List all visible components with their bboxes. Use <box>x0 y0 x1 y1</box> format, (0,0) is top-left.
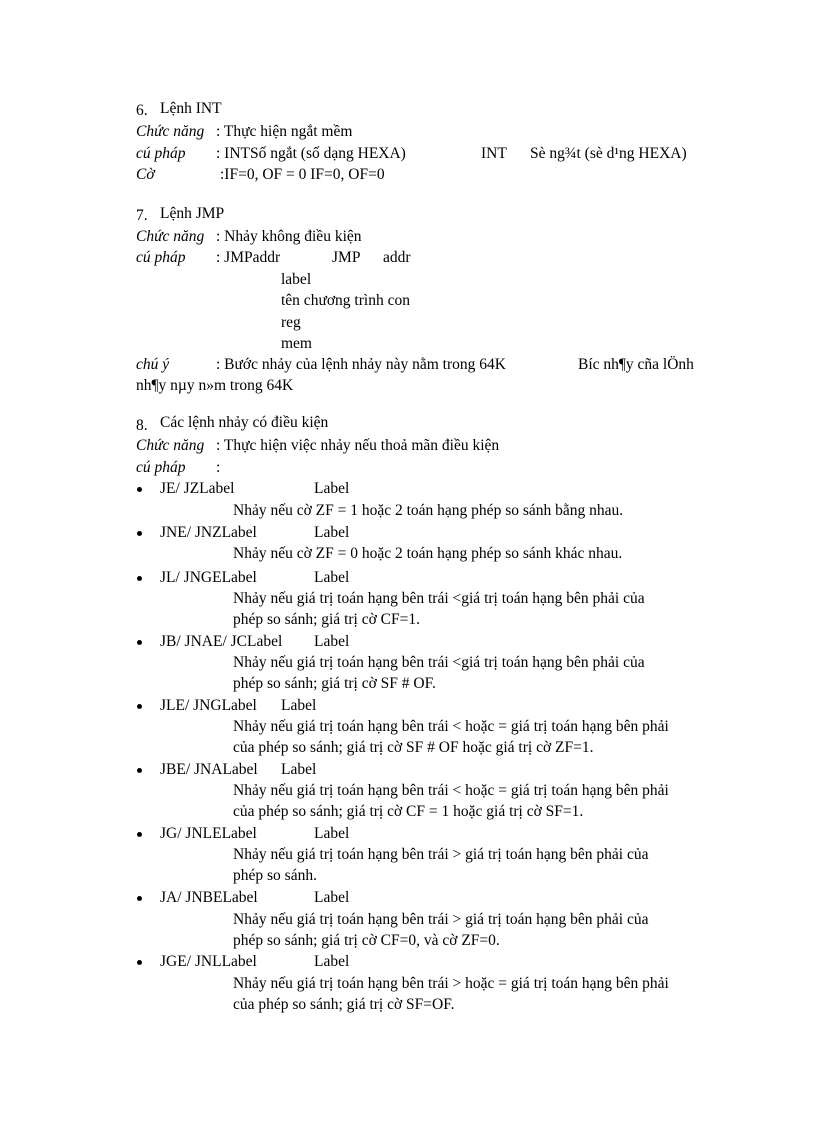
list-item-label: Label <box>314 953 350 970</box>
list-item-command: JA/ JNBELabel <box>160 889 258 906</box>
list-item-label: Label <box>281 761 317 778</box>
section-8-function-text: : Thực hiện việc nhảy nếu thoả mãn điều kiện <box>216 437 500 454</box>
bullet-icon <box>137 832 142 837</box>
section-7-function-text: : Nhảy không điều kiện <box>216 228 362 245</box>
list-item-command: JB/ JNAE/ JCLabel <box>160 633 283 650</box>
list-item-command: JE/ JZLabel <box>160 480 235 497</box>
list-item-description: Nhảy nếu giá trị toán hạng bên trái > hoặc = giá trị toán hạng bên phải <box>233 975 669 992</box>
section-6-syntax-garbled-text: Sè ng¾t (sè d¹ng HEXA) <box>530 145 687 162</box>
section-7-syntax-label: cú pháp <box>136 249 186 266</box>
bullet-icon <box>137 768 142 773</box>
section-8-title: Các lệnh nhảy có điều kiện <box>160 414 329 431</box>
list-item-description: Nhảy nếu giá trị toán hạng bên trái < hoặc = giá trị toán hạng bên phải <box>233 718 669 735</box>
operand-subroutine: tên chương trình con <box>281 292 410 309</box>
list-item-command: JGE/ JNLLabel <box>160 953 257 970</box>
section-6-function-label: Chức năng <box>136 123 205 140</box>
section-7-note-text: : Bước nhảy của lệnh nhảy này nằm trong 64K <box>216 356 506 373</box>
list-item-description: Nhảy nếu giá trị toán hạng bên trái > giá trị toán hạng bên phải của <box>233 911 649 928</box>
section-6-flag-text: :IF=0, OF = 0 IF=0, OF=0 <box>220 166 385 183</box>
section-7-function-label: Chức năng <box>136 228 205 245</box>
list-item-description: phép so sánh. <box>233 867 317 884</box>
list-item-label: Label <box>314 889 350 906</box>
section-6-function-text: : Thực hiện ngắt mềm <box>216 123 353 140</box>
bullet-icon <box>137 576 142 581</box>
list-item-description: của phép so sánh; giá trị cờ CF = 1 hoặc giá trị cờ SF=1. <box>233 803 584 820</box>
list-item-label: Label <box>314 480 350 497</box>
section-7-note-garbled-1: Bíc nh¶y cña lÖnh <box>578 356 694 373</box>
bullet-icon <box>137 640 142 645</box>
list-item-command: JL/ JNGELabel <box>160 569 257 586</box>
list-item-command: JG/ JNLELabel <box>160 825 257 842</box>
section-7-syntax-text: : JMPaddr <box>216 249 281 266</box>
section-7-syntax-addr: addr <box>383 249 411 266</box>
section-6-syntax-garbled-cmd: INT <box>481 145 507 162</box>
list-item-description: Nhảy nếu giá trị toán hạng bên trái > giá trị toán hạng bên phải của <box>233 846 649 863</box>
section-7-note-label: chú ý <box>136 356 170 373</box>
section-7-number: 7. <box>136 207 148 224</box>
list-item-label: Label <box>281 697 317 714</box>
list-item-description: Nhảy nếu giá trị toán hạng bên trái <giá trị toán hạng bên phải của <box>233 654 645 671</box>
list-item-description: Nhảy nếu cờ ZF = 0 hoặc 2 toán hạng phép so sánh khác nhau. <box>233 545 623 562</box>
list-item-command: JLE/ JNGLabel <box>160 697 257 714</box>
list-item-label: Label <box>314 569 350 586</box>
section-8-number: 8. <box>136 417 148 434</box>
bullet-icon <box>137 704 142 709</box>
section-6-syntax-label: cú pháp <box>136 145 186 162</box>
list-item-description: phép so sánh; giá trị cờ CF=1. <box>233 611 420 628</box>
list-item-label: Label <box>314 633 350 650</box>
section-6-number: 6. <box>136 102 148 119</box>
list-item-description: phép so sánh; giá trị cờ CF=0, và cờ ZF=0. <box>233 932 500 949</box>
list-item-description: của phép so sánh; giá trị cờ SF # OF hoặc giá trị cờ ZF=1. <box>233 739 594 756</box>
list-item-description: Nhảy nếu giá trị toán hạng bên trái < hoặc = giá trị toán hạng bên phải <box>233 782 669 799</box>
section-7-title: Lệnh JMP <box>160 205 225 222</box>
bullet-icon <box>137 960 142 965</box>
bullet-icon <box>137 896 142 901</box>
section-7-syntax-cmd: JMP <box>332 249 361 266</box>
bullet-icon <box>137 531 142 536</box>
section-8-syntax-label: cú pháp <box>136 459 186 476</box>
bullet-icon <box>137 487 142 492</box>
list-item-command: JBE/ JNALabel <box>160 761 258 778</box>
list-item-description: phép so sánh; giá trị cờ SF # OF. <box>233 675 436 692</box>
list-item-description: của phép so sánh; giá trị cờ SF=OF. <box>233 996 455 1013</box>
list-item-label: Label <box>314 524 350 541</box>
operand-label: label <box>281 271 312 288</box>
list-item-description: Nhảy nếu cờ ZF = 1 hoặc 2 toán hạng phép so sánh bằng nhau. <box>233 502 624 519</box>
section-6-flag-label: Cờ <box>136 166 155 183</box>
operand-reg: reg <box>281 314 301 331</box>
list-item-description: Nhảy nếu giá trị toán hạng bên trái <giá trị toán hạng bên phải của <box>233 590 645 607</box>
section-8-syntax-text: : <box>216 459 221 476</box>
section-6-title: Lệnh INT <box>160 100 222 117</box>
section-7-note-garbled-2: nh¶y nµy n»m trong 64K <box>136 377 294 394</box>
list-item-command: JNE/ JNZLabel <box>160 524 257 541</box>
section-6-syntax-text: : INTSố ngắt (số dạng HEXA) <box>216 145 406 162</box>
list-item-label: Label <box>314 825 350 842</box>
section-8-function-label: Chức năng <box>136 437 205 454</box>
operand-mem: mem <box>281 335 312 352</box>
